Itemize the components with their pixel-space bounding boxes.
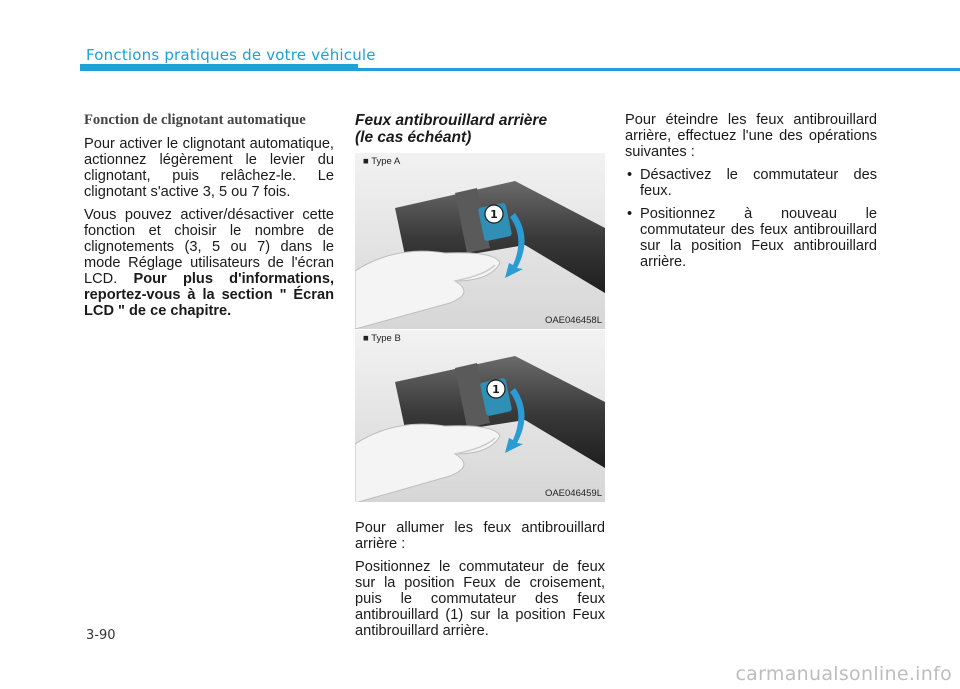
lever-illustration-icon	[355, 153, 605, 329]
figure-type-a-code: OAE046458L	[544, 315, 602, 326]
page-number: 3-90	[86, 628, 116, 643]
paragraph-2-bold-reference: Pour plus d'informations, reportez-vous à la section " Écran LCD " de ce chapitre.	[84, 271, 334, 319]
callout-number: 1	[492, 383, 500, 396]
lever-illustration-icon	[355, 330, 605, 502]
middle-column-heading-block	[355, 112, 605, 146]
rear-fog-heading-line-1: Feux antibrouillard arrière	[355, 112, 548, 129]
auto-turn-signal-paragraph-1: Pour activer le clignotant automatique, actionnez légèrement le levier du clignotant, puis relâchez-le. Le clignotant s'active 3, 5 ou 7 fois.	[84, 136, 334, 200]
chapter-title: Fonctions pratiques de votre véhicule	[86, 46, 376, 64]
rear-fog-off-intro: Pour éteindre les feux antibrouillard arrière, effectuez l'une des opérations suivantes :	[625, 112, 877, 160]
list-item: • Désactivez le commutateur des feux.	[625, 167, 877, 199]
header-rule	[80, 68, 960, 71]
rear-fog-on-intro: Pour allumer les feux antibrouillard arrière :	[355, 520, 605, 552]
callout-number: 1	[490, 208, 498, 221]
figure-type-b	[355, 329, 605, 502]
auto-turn-signal-paragraph-2	[84, 207, 334, 319]
right-column	[625, 112, 877, 277]
figure-type-a-label: ■ Type A	[363, 156, 401, 167]
middle-column-text	[355, 520, 605, 646]
left-column	[84, 112, 334, 326]
figure-type-b-code: OAE046459L	[544, 488, 602, 499]
paragraph-2-normal-text: Vous pouvez activer/désactiver cette fonction et choisir le nombre de clignotements (3, 5 ou 7) dans le mode Réglage utilisateurs de l'écran LCD.	[84, 207, 334, 287]
site-watermark: carmanualsonline.info	[735, 663, 952, 685]
rear-fog-heading-line-2: (le cas échéant)	[355, 129, 472, 146]
list-item: • Positionnez à nouveau le commutateur des feux antibrouillard sur la position Feux antibrouillard arrière.	[625, 206, 877, 270]
auto-turn-signal-heading: Fonction de clignotant automatique	[84, 112, 306, 128]
rear-fog-off-list	[625, 167, 877, 270]
rear-fog-on-instruction: Positionnez le commutateur de feux sur la position Feux de croisement, puis le commutateur des feux antibrouillard (1) sur la position Feux antibrouillard arrière.	[355, 559, 605, 639]
figure-type-b-label: ■ Type B	[363, 333, 401, 344]
figure-type-a	[355, 153, 605, 329]
